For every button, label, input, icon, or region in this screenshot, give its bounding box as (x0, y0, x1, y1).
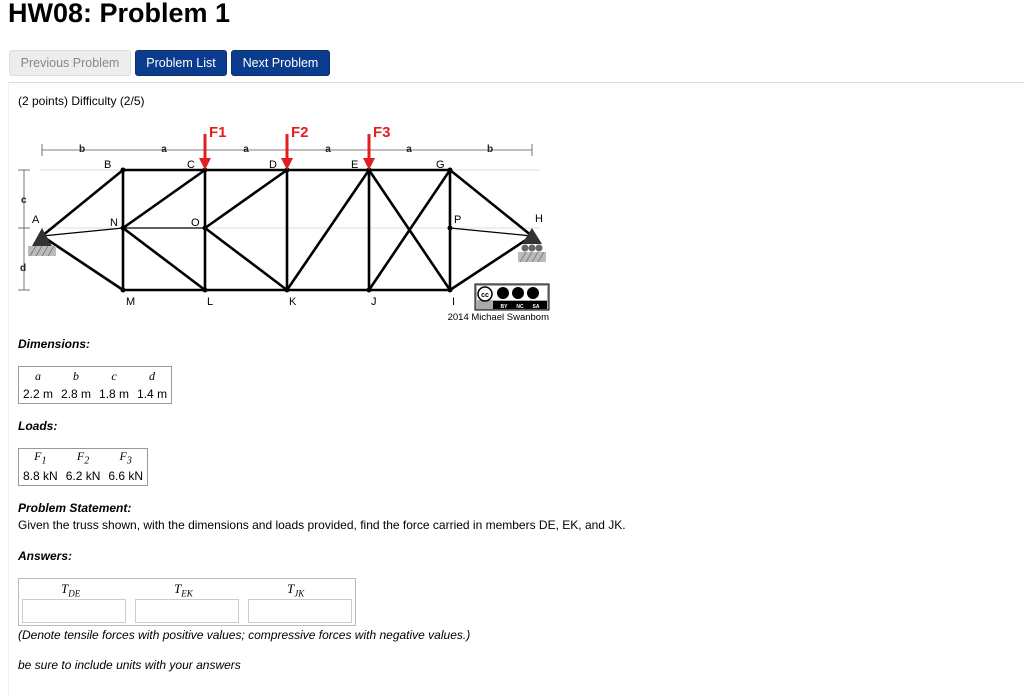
node-label-C: C (187, 159, 195, 171)
node-label-E: E (351, 159, 359, 171)
answers-label: Answers: (18, 549, 73, 563)
node-label-A: A (32, 214, 40, 226)
node-label-K: K (289, 296, 297, 308)
previous-problem-button[interactable]: Previous Problem (9, 50, 131, 76)
cc-sa-label: SA (532, 304, 540, 310)
node-label-M: M (126, 296, 136, 308)
node-label-I: I (452, 296, 456, 308)
load-value-f3: 6.6 kN (108, 469, 144, 483)
units-note: be sure to include units with your answers (18, 658, 241, 672)
dimensions-table (18, 366, 172, 404)
load-header-f2: $F_2$ (76, 449, 90, 467)
dimensions-label: Dimensions: (18, 337, 91, 351)
answer-label-de: $T_{DE}$ (61, 581, 81, 599)
load-header-f1: $F_1$ (34, 449, 47, 467)
answer-input-de[interactable] (22, 599, 126, 623)
node-label-L: L (207, 296, 214, 308)
page-title: HW08: Problem 1 (8, 0, 231, 28)
dim-header-d: d (149, 368, 156, 383)
dim-value-a: 2.2 m (23, 387, 54, 401)
cc-label: cc (481, 292, 489, 299)
problem-list-button[interactable]: Problem List (135, 50, 227, 76)
cc-by-label: BY (500, 304, 508, 310)
node-label-D: D (269, 159, 277, 171)
load-label-f1: F1 (209, 124, 227, 141)
dim-value-d: 1.4 m (137, 387, 168, 401)
cc-nc-label: NC (516, 304, 524, 310)
dim-value-c: 1.8 m (99, 387, 130, 401)
dim-header-a: a (35, 368, 41, 383)
load-label-f3: F3 (373, 124, 391, 141)
dim-label-a2: a (243, 144, 249, 155)
loads-table (18, 448, 148, 486)
next-problem-button[interactable]: Next Problem (231, 50, 330, 76)
node-label-B: B (104, 159, 112, 171)
figure-credit: 2014 Michael Swanbom (447, 312, 549, 322)
node-label-P: P (454, 214, 462, 226)
dim-header-c: c (111, 368, 117, 383)
node-label-J: J (371, 296, 377, 308)
cc-license-badge (475, 284, 549, 310)
answer-input-jk[interactable] (248, 599, 352, 623)
dim-header-b: b (73, 368, 80, 383)
points-difficulty: (2 points) Difficulty (2/5) (18, 94, 145, 108)
node-label-N: N (110, 217, 118, 229)
load-header-f3: $F_3$ (119, 449, 132, 467)
sign-convention-note: (Denote tensile forces with positive values; compressive forces with negative values.) (18, 628, 471, 642)
dim-value-b: 2.8 m (61, 387, 92, 401)
problem-statement: Given the truss shown, with the dimensions and loads provided, find the force carried in members DE, EK, and JK. (18, 518, 626, 532)
node-label-H: H (535, 213, 543, 225)
load-value-f2: 6.2 kN (65, 469, 101, 483)
dim-label-b1: b (78, 144, 86, 155)
dim-label-a1: a (161, 144, 167, 155)
dim-label-a4: a (406, 144, 412, 155)
answer-label-ek: $T_{EK}$ (174, 581, 193, 599)
loads-label: Loads: (18, 419, 58, 433)
dim-label-c: c (21, 195, 27, 206)
answer-input-ek[interactable] (135, 599, 239, 623)
truss-figure (18, 122, 550, 322)
dim-label-a3: a (325, 144, 331, 155)
dim-label-d: d (20, 263, 27, 274)
load-label-f2: F2 (291, 124, 309, 141)
node-label-O: O (191, 217, 200, 229)
node-label-G: G (436, 159, 445, 171)
dim-label-b2: b (486, 144, 494, 155)
problem-statement-label: Problem Statement: (18, 501, 132, 515)
load-value-f1: 8.8 kN (23, 469, 58, 483)
answer-label-jk: $T_{JK}$ (287, 581, 305, 599)
